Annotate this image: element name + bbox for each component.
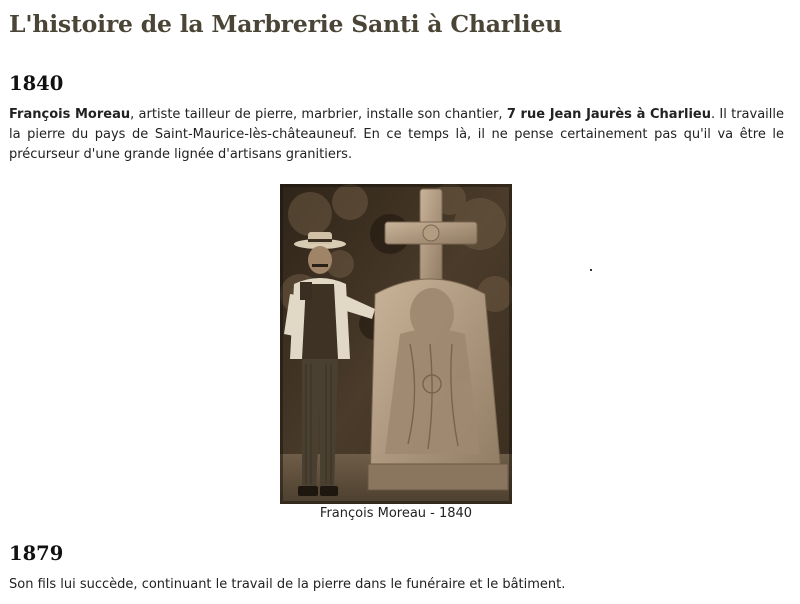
section-1879-text: Son fils lui succède, continuant le travail de la pierre dans le funéraire et le bâtiment. bbox=[9, 577, 566, 592]
stray-dot bbox=[590, 269, 592, 271]
historic-photo bbox=[280, 184, 512, 504]
person-name: François Moreau bbox=[9, 107, 131, 122]
text-part2: . Il travaille la pierre du pays de Saint-Maurice-lès-châteauneuf. En ce temps là, il ne pense certainement pas qu'il va être le précurseur d'une grande lignée d'artisans granitiers. bbox=[9, 107, 785, 162]
photo-caption: François Moreau - 1840 bbox=[319, 506, 473, 521]
address: 7 rue Jean Jaurès à Charlieu bbox=[506, 107, 711, 122]
section-year-1879: 1879 bbox=[9, 542, 64, 565]
page-title: L'histoire de la Marbrerie Santi à Charlieu bbox=[9, 10, 563, 38]
text-part1: , artiste tailleur de pierre, marbrier, installe son chantier, bbox=[130, 107, 507, 122]
section-1840-text bbox=[9, 105, 784, 165]
section-year-1840: 1840 bbox=[9, 72, 64, 95]
